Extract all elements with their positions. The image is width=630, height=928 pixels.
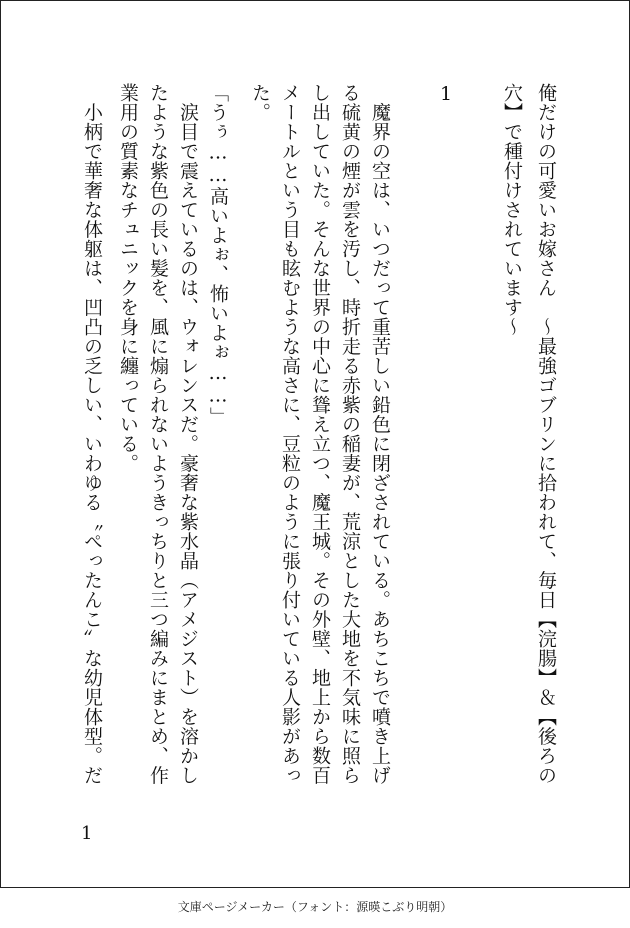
dialogue-line: 「うぅ……高いよぉ、怖いよぉ……」 [207,83,229,427]
page-number: 1 [81,823,93,844]
body-line: メートルという目も眩むような高さに、豆粒のように張り付いている人影があっ [279,83,301,785]
body-line: た。 [249,83,271,122]
body-line: し出していた。そんな世界の中心に聳え立つ、魔王城。その外壁、地上から数百 [309,83,331,785]
body-line: 涙目で震えているのは、ウォレンスだ。豪奢な紫水晶（アメジスト）を溶かし [177,83,199,785]
footer-caption: 文庫ページメーカー（フォント：源暎こぶり明朝） [177,900,453,914]
body-line: たような紫色の長い髪を、風に煽られないようきっちりと三つ編みにまとめ、作 [147,83,169,785]
chapter-number: 1 [435,83,457,106]
body-line: 小柄で華奢な体躯は、凹凸の乏しい、いわゆる〝ぺったんこ〟な幼児体型。だ [81,83,103,785]
title-line-1: 俺だけの可愛いお嫁さん ～最強ゴブリンに拾われて、毎日【浣腸】＆【後ろの [535,83,557,785]
body-line: 魔界の空は、いつだって重苦しい鉛色に閉ざされている。あちこちで噴き上げ [369,83,391,785]
body-line: 業用の質素なチュニックを身に纏っている。 [117,83,139,473]
body-line: る硫黄の煙が雲を汚し、時折走る赤紫の稲妻が、荒涼とした大地を不気味に照ら [339,83,361,785]
title-line-2: 穴】で種付けされています～ [501,83,523,337]
